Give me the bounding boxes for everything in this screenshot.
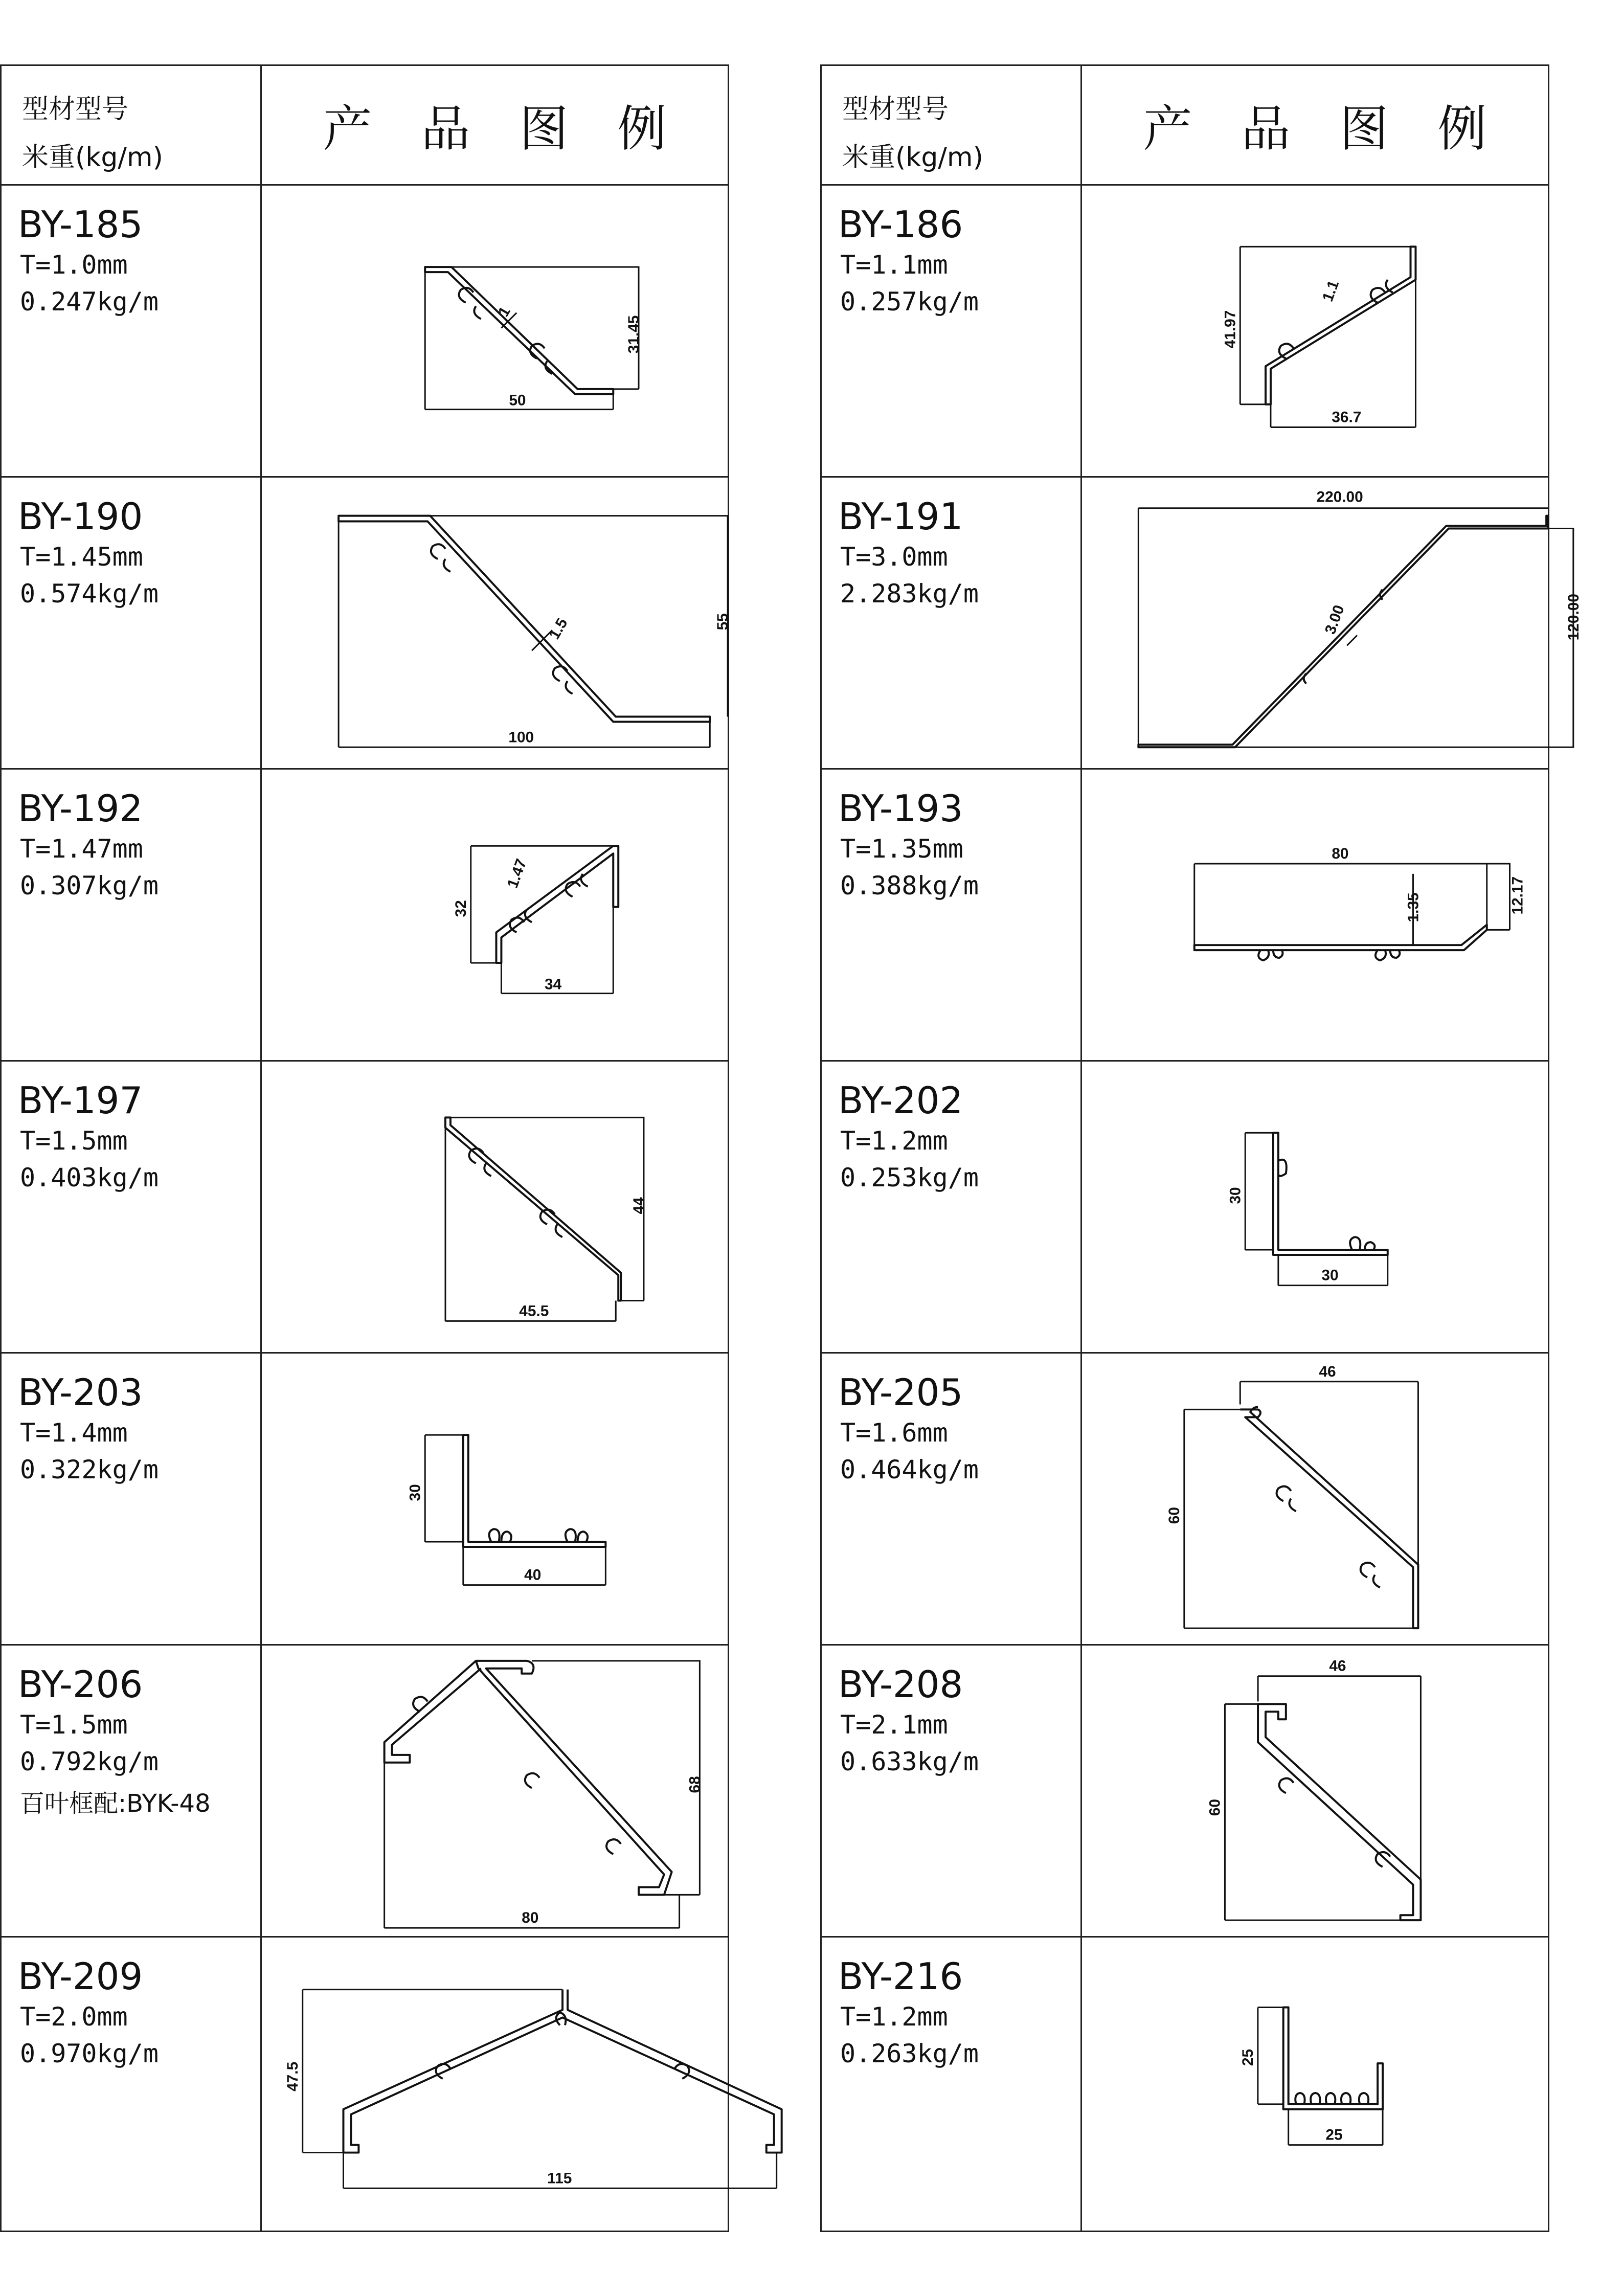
product-drawing-cell <box>1082 1354 1548 1644</box>
dim-height: 25 <box>1239 2049 1256 2066</box>
product-thickness: T=1.4mm <box>20 1418 128 1448</box>
header-illustration-cell <box>1082 66 1548 184</box>
profile-drawing <box>262 1354 728 1644</box>
dim-height: 30 <box>1227 1187 1244 1204</box>
product-code: BY-203 <box>18 1371 143 1414</box>
product-drawing-cell <box>262 1354 728 1644</box>
product-row <box>822 1354 1548 1646</box>
header-weight-label: 米重(kg/m) <box>842 142 983 173</box>
product-row <box>822 478 1582 770</box>
header-illustration-label: 产品图例 <box>323 100 716 157</box>
dim-width: 80 <box>522 1909 539 1927</box>
profile-drawing <box>1082 478 1582 768</box>
header-weight-label: 米重(kg/m) <box>22 142 163 173</box>
product-weight: 0.388kg/m <box>840 871 979 901</box>
product-row <box>2 1062 728 1354</box>
product-code: BY-186 <box>838 203 963 246</box>
product-code: BY-192 <box>18 787 143 830</box>
product-code: BY-208 <box>838 1663 963 1706</box>
profile-drawing <box>262 478 732 768</box>
dim-width: 30 <box>1321 1267 1339 1284</box>
dim-height: 68 <box>686 1776 704 1793</box>
product-weight: 0.464kg/m <box>840 1455 979 1484</box>
product-row <box>2 770 728 1062</box>
product-weight: 0.970kg/m <box>20 2039 159 2068</box>
product-drawing-cell <box>262 1646 728 1936</box>
product-row <box>822 1938 1548 2231</box>
dim-height: 31.45 <box>625 315 643 354</box>
product-spec-cell <box>822 478 1082 768</box>
profile-drawing <box>1082 1938 1548 2231</box>
dim-width: 46 <box>1329 1657 1346 1675</box>
dim-thickness: 3.00 <box>1321 602 1348 637</box>
product-note: 百叶框配:BYK-48 <box>20 1789 211 1818</box>
product-code: BY-206 <box>18 1663 143 1706</box>
dim-width: 45.5 <box>519 1302 549 1320</box>
product-drawing-cell <box>262 1062 728 1352</box>
header-model-cell <box>822 66 1082 184</box>
product-row <box>2 1354 728 1646</box>
product-code: BY-190 <box>18 495 143 538</box>
product-code: BY-216 <box>838 1955 963 1998</box>
product-thickness: T=1.5mm <box>20 1710 128 1740</box>
product-weight: 0.307kg/m <box>20 871 159 901</box>
product-weight: 0.633kg/m <box>840 1747 979 1776</box>
product-row <box>2 478 732 770</box>
product-weight: 0.257kg/m <box>840 287 979 317</box>
product-table-right <box>820 64 1582 2232</box>
header-model-label: 型材型号 <box>842 94 949 125</box>
product-thickness: T=1.5mm <box>20 1126 128 1156</box>
dim-width: 40 <box>524 1566 542 1584</box>
product-code: BY-205 <box>838 1371 963 1414</box>
product-code: BY-209 <box>18 1955 143 1998</box>
product-spec-cell <box>2 1938 262 2231</box>
profile-drawing <box>1082 770 1548 1060</box>
dim-thickness: 1 <box>494 304 514 320</box>
dim-thickness: 1.1 <box>1319 278 1343 304</box>
product-drawing-cell <box>1082 1062 1548 1352</box>
dim-width: 36.7 <box>1332 409 1362 426</box>
product-code: BY-193 <box>838 787 963 830</box>
product-weight: 0.247kg/m <box>20 287 159 317</box>
product-spec-cell <box>822 1354 1082 1644</box>
product-drawing-cell <box>262 770 728 1060</box>
product-thickness: T=3.0mm <box>840 542 948 572</box>
product-spec-cell <box>2 1646 262 1936</box>
dim-width: 115 <box>547 2170 572 2187</box>
product-row <box>822 770 1548 1062</box>
dim-width: 46 <box>1319 1363 1336 1380</box>
product-row <box>2 1646 728 1938</box>
product-drawing-cell <box>1082 770 1548 1060</box>
product-thickness: T=1.6mm <box>840 1418 948 1448</box>
profile-drawing <box>262 770 728 1060</box>
dim-height: 41.97 <box>1222 310 1239 349</box>
dim-height: 12.17 <box>1509 876 1526 915</box>
profile-drawing <box>262 1646 728 1936</box>
dim-width: 220.00 <box>1316 488 1363 506</box>
table-header <box>2 66 728 186</box>
product-weight: 0.322kg/m <box>20 1455 159 1484</box>
dim-width: 100 <box>508 729 534 746</box>
dim-width: 50 <box>509 392 526 409</box>
dim-height: 30 <box>407 1484 424 1501</box>
profile-drawing <box>1082 1062 1548 1352</box>
dim-thickness: 1.35 <box>1405 892 1422 922</box>
dim-height: 60 <box>1206 1799 1224 1816</box>
dim-height: 44 <box>630 1197 647 1214</box>
product-spec-cell <box>822 1938 1082 2231</box>
profile-drawing <box>1082 1646 1548 1936</box>
table-header <box>822 66 1548 186</box>
product-thickness: T=1.35mm <box>840 834 963 864</box>
profile-drawing <box>262 1062 728 1352</box>
dim-height: 60 <box>1165 1507 1183 1524</box>
product-spec-cell <box>822 186 1082 476</box>
product-weight: 2.283kg/m <box>840 579 979 609</box>
dim-height: 55 <box>714 613 732 631</box>
product-drawing-cell <box>262 478 732 768</box>
product-drawing-cell <box>262 1938 728 2231</box>
product-thickness: T=1.47mm <box>20 834 143 864</box>
product-weight: 0.792kg/m <box>20 1747 159 1776</box>
product-spec-cell <box>2 770 262 1060</box>
product-code: BY-202 <box>838 1079 963 1122</box>
product-code: BY-191 <box>838 495 963 538</box>
product-code: BY-185 <box>18 203 143 246</box>
product-drawing-cell <box>1082 1938 1548 2231</box>
product-thickness: T=1.45mm <box>20 542 143 572</box>
header-illustration-label: 产品图例 <box>1143 100 1536 157</box>
product-row <box>822 1646 1548 1938</box>
product-drawing-cell <box>262 186 728 476</box>
product-drawing-cell <box>1082 478 1582 768</box>
dim-width: 80 <box>1332 845 1349 863</box>
product-thickness: T=1.2mm <box>840 1126 948 1156</box>
product-thickness: T=1.2mm <box>840 2002 948 2032</box>
product-drawing-cell <box>1082 186 1548 476</box>
product-spec-cell <box>2 478 262 768</box>
product-thickness: T=1.1mm <box>840 250 948 280</box>
header-model-label: 型材型号 <box>22 94 129 125</box>
product-drawing-cell <box>1082 1646 1548 1936</box>
product-spec-cell <box>822 1062 1082 1352</box>
header-illustration-cell <box>262 66 728 184</box>
profile-drawing <box>262 1938 728 2231</box>
product-spec-cell <box>2 1062 262 1352</box>
product-code: BY-197 <box>18 1079 143 1122</box>
product-weight: 0.403kg/m <box>20 1163 159 1192</box>
product-thickness: T=2.1mm <box>840 1710 948 1740</box>
header-model-cell <box>2 66 262 184</box>
product-spec-cell <box>2 1354 262 1644</box>
product-spec-cell <box>2 186 262 476</box>
product-row <box>822 1062 1548 1354</box>
profile-drawing <box>262 186 728 476</box>
product-row <box>822 186 1548 478</box>
product-thickness: T=2.0mm <box>20 2002 128 2032</box>
product-weight: 0.253kg/m <box>840 1163 979 1192</box>
product-spec-cell <box>822 770 1082 1060</box>
product-row <box>2 1938 728 2231</box>
profile-drawing <box>1082 186 1548 476</box>
product-thickness: T=1.0mm <box>20 250 128 280</box>
dim-width: 25 <box>1325 2126 1343 2144</box>
profile-drawing <box>1082 1354 1548 1644</box>
product-weight: 0.574kg/m <box>20 579 159 609</box>
product-weight: 0.263kg/m <box>840 2039 979 2068</box>
product-table-left <box>0 64 732 2232</box>
dim-height: 120.00 <box>1565 594 1582 641</box>
product-row <box>2 186 728 478</box>
dim-height: 32 <box>452 900 469 917</box>
dim-thickness: 1.5 <box>546 615 571 642</box>
dim-thickness: 1.47 <box>504 857 530 891</box>
product-spec-cell <box>822 1646 1082 1936</box>
dim-width: 34 <box>544 976 562 993</box>
dim-height: 47.5 <box>284 2061 301 2091</box>
